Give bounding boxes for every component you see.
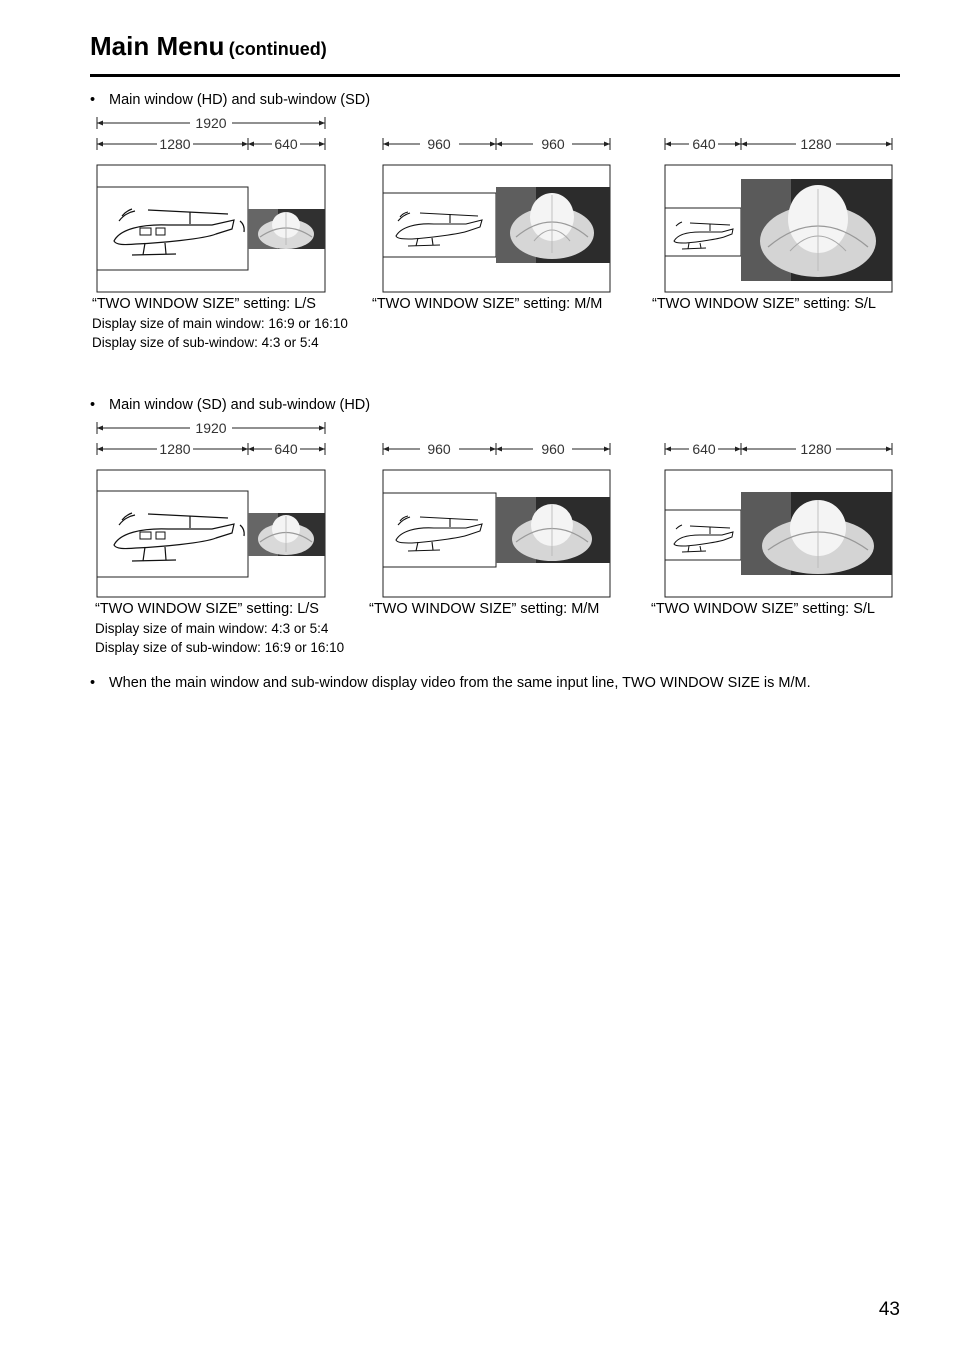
dim-left-label: 640 (692, 136, 716, 152)
lotus-image (248, 209, 325, 249)
note-sub-window-size: Display size of sub-window: 4:3 or 5:4 (92, 335, 319, 350)
section-sd-main-bullet: • Main window (SD) and sub-window (HD) (90, 397, 371, 413)
footnote-bullet: • When the main window and sub-window display video from the same input line, TWO WINDOW SIZE is M/M. (90, 675, 811, 691)
lotus-image (248, 513, 325, 556)
dim-right-label: 960 (541, 136, 565, 152)
diagram-sl-hd-main (658, 133, 898, 297)
dim-left-label: 1280 (159, 441, 191, 457)
diagram-ls-sd-main (90, 417, 330, 602)
lotus-image (741, 492, 892, 575)
dim-right-label: 1280 (800, 136, 832, 152)
dim-total-label: 1920 (195, 115, 227, 131)
caption-sl-sd-main: “TWO WINDOW SIZE” setting: S/L (651, 601, 875, 617)
dim-right-label: 1280 (800, 441, 832, 457)
page-number: 43 (878, 1299, 900, 1320)
footnote-text: When the main window and sub-window display video from the same input line, TWO WINDOW SIZE is M/M. (109, 675, 811, 691)
page-title-sub: (continued) (228, 39, 327, 59)
section-sd-main-bullet-text: Main window (SD) and sub-window (HD) (109, 397, 371, 413)
section-hd-main-bullet: • Main window (HD) and sub-window (SD) (90, 92, 371, 108)
title-rule (90, 74, 900, 77)
dim-right-label: 640 (274, 441, 298, 457)
diagram-sl-sd-main (658, 438, 898, 602)
dim-left-label: 960 (427, 136, 451, 152)
lotus-image (741, 179, 892, 281)
lotus-image (496, 187, 610, 263)
diagram-mm-sd-main (376, 438, 616, 602)
dim-left-label: 1280 (159, 136, 191, 152)
helicopter-icon (114, 209, 244, 255)
helicopter-icon (114, 513, 244, 561)
helicopter-icon (396, 212, 482, 246)
page-title-main: Main Menu (90, 31, 225, 61)
note-sub-window-size: Display size of sub-window: 16:9 or 16:10 (95, 640, 345, 655)
caption-mm-sd-main: “TWO WINDOW SIZE” setting: M/M (369, 601, 600, 617)
caption-sl-hd-main: “TWO WINDOW SIZE” setting: S/L (652, 296, 876, 312)
lotus-image (496, 497, 610, 563)
dim-right-label: 960 (541, 441, 565, 457)
page-title (90, 33, 327, 59)
note-main-window-size: Display size of main window: 4:3 or 5:4 (95, 621, 329, 636)
caption-ls-sd-main: “TWO WINDOW SIZE” setting: L/S (95, 601, 319, 617)
caption-ls-hd-main: “TWO WINDOW SIZE” setting: L/S (92, 296, 316, 312)
caption-mm-hd-main: “TWO WINDOW SIZE” setting: M/M (372, 296, 603, 312)
dim-left-label: 640 (692, 441, 716, 457)
diagram-mm-hd-main (376, 133, 616, 297)
helicopter-icon (674, 525, 733, 552)
section-hd-main-bullet-text: Main window (HD) and sub-window (SD) (109, 92, 371, 108)
dim-left-label: 960 (427, 441, 451, 457)
diagram-ls-hd-main (90, 112, 330, 297)
dim-total-label: 1920 (195, 420, 227, 436)
dim-right-label: 640 (274, 136, 298, 152)
helicopter-icon (396, 516, 482, 551)
helicopter-icon (674, 222, 733, 249)
note-main-window-size: Display size of main window: 16:9 or 16:10 (92, 316, 348, 331)
